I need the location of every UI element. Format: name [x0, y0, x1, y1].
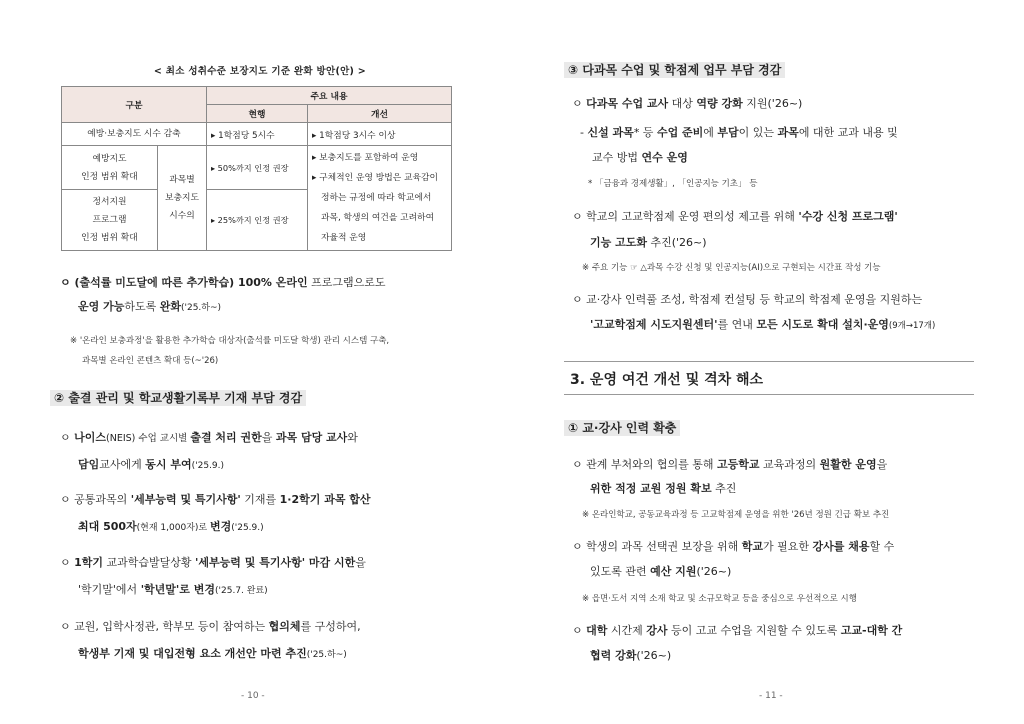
p2-i: 교사에게	[99, 458, 146, 471]
r-s-f: 부담	[717, 126, 739, 139]
p2-k: ('25.9.)	[191, 461, 225, 471]
bullet-council-cont	[78, 644, 347, 665]
section-heading-staffing	[564, 419, 680, 436]
page-number-left: - 10 -	[241, 691, 265, 701]
row3-label-line1: 정서지원	[92, 197, 127, 208]
row3-current: ▸ 25%까지 인정 권장	[206, 190, 307, 251]
row2-label-line1: 예방지도	[92, 153, 127, 164]
row3-label-line3: 인정 범위 확대	[81, 233, 138, 244]
page-number-right: - 11 -	[759, 691, 783, 701]
row1-improve: ▸ 1학점당 3시수 이상	[307, 123, 451, 146]
r-p5-e: 할 수	[869, 540, 895, 553]
bullet-neis-cont	[78, 455, 224, 476]
r-p3-a: ㅇ 교·강사 인력풀 조성, 학점제 컨설팅 등 학교의 학점제 운영을 지원하는	[572, 293, 923, 306]
p4-c: 교과학습발달상황	[103, 556, 196, 569]
r-p5-f: 있도록 관련	[590, 565, 651, 578]
bullet-support-center	[572, 290, 922, 309]
r-s-i: 에 대한 교과 내용 및	[798, 126, 898, 139]
section-heading-2	[50, 389, 306, 406]
bullet-neis	[60, 428, 358, 448]
p4-h: ('25.7. 완료)	[215, 586, 268, 596]
row3-label-line2: 프로그램	[92, 215, 127, 226]
section-heading-3	[564, 61, 785, 78]
row2-label	[62, 146, 158, 190]
r-p5-b: 학교	[741, 540, 764, 553]
r-p4-f: 위한 적정 교원 정원 확보	[590, 482, 712, 495]
bullet-teacher-capacity	[572, 94, 802, 113]
r-s-g: 이 있는	[738, 126, 778, 139]
row3-label	[62, 190, 158, 251]
th-category: 구분	[62, 87, 207, 123]
bullet-instructor-hire	[572, 537, 894, 556]
p3-a: ㅇ 공통과목의	[60, 493, 131, 506]
p3-h: ('25.9.)	[231, 523, 264, 533]
p2-f: 과목 담당 교사	[275, 431, 348, 444]
r-p5-g: 예산 지원	[650, 565, 697, 578]
r-p5-h: ('26~)	[696, 565, 732, 578]
p2-c: (NEIS) 수업 교시별	[106, 433, 191, 444]
bullet-university	[572, 621, 902, 640]
table-caption: < 최소 성취수준 보장지도 기준 완화 방안(안) >	[153, 66, 367, 77]
section-heading-staffing-text: ① 교·강사 인력 확충	[564, 420, 680, 436]
r-s-e: 에	[703, 126, 718, 139]
bullet-teacher-quota	[572, 455, 887, 474]
note-main-features: ※ 주요 기능 ☞ △과목 수강 신청 및 인공지능(AI)으로 구현되는 시간표 작성 기능	[582, 263, 881, 273]
p2-a: ㅇ	[60, 431, 75, 444]
bullet-enrollment-program	[572, 207, 898, 226]
p3-d: 1·2학기 과목 합산	[279, 493, 371, 506]
p3-b: '세부능력 및 특기사항'	[130, 493, 241, 506]
p2-e: 을	[261, 431, 276, 444]
sub-label-line1: 과목별	[169, 175, 195, 185]
sub-training	[580, 123, 898, 142]
p5-d: 학생부 기재 및 대입전형 요소 개선안 마련 추진	[78, 647, 307, 660]
row2-label-line2: 인정 범위 확대	[81, 171, 138, 182]
r-s-h: 과목	[777, 126, 799, 139]
section-rule-top	[564, 361, 974, 362]
section-title: 3. 운영 여건 개선 및 격차 해소	[570, 372, 764, 388]
r-s-c: * 등	[633, 126, 657, 139]
improve-line1: ▸ 보충지도를 포함하여 운영	[311, 153, 419, 163]
p2-d: 출결 처리 권한	[190, 431, 262, 444]
r-p6-c: 시간제	[607, 624, 647, 637]
p4-g: '학년말'로 변경	[140, 583, 216, 596]
r-p3-c: 를 연내	[717, 318, 757, 331]
improve-line3: 정하는 규정에 따라 학교에서	[320, 193, 432, 203]
bullet-instructor-hire-cont	[590, 562, 731, 581]
sub-label	[157, 146, 206, 251]
improve-cell	[307, 146, 451, 251]
r-p1-c: 대상	[668, 97, 697, 110]
section-heading-2-text: ② 출결 관리 및 학교생활기록부 기재 부담 경감	[50, 390, 306, 406]
r-p2-d: 추진('26~)	[646, 236, 707, 249]
p4-a: ㅇ	[60, 556, 75, 569]
r-p1-b: 다과목 수업 교사	[586, 97, 669, 110]
standards-table	[61, 86, 452, 251]
p4-f: '학기말'에서	[78, 583, 141, 596]
p4-d: '세부능력 및 특기사항' 마감 시한	[195, 556, 356, 569]
p5-e: ('25.하~)	[306, 650, 347, 660]
section-heading-3-text: ③ 다과목 수업 및 학점제 업무 부담 경감	[564, 62, 785, 78]
r-p6-f: 고교-대학 간	[840, 624, 903, 637]
p2-b: 나이스	[74, 431, 107, 444]
r-p5-a: ㅇ 학생의 과목 선택권 보장을 위해	[572, 540, 742, 553]
p1-c: 운영 가능	[78, 300, 125, 313]
r-s-k: 연수 운영	[641, 151, 688, 164]
bullet-enrollment-program-cont	[590, 233, 707, 252]
th-main: 주요 내용	[206, 87, 451, 105]
p5-c: 를 구성하여,	[300, 620, 361, 633]
th-current: 현행	[206, 105, 307, 123]
r-p4-b: 고등학교	[717, 458, 760, 471]
r-p6-a: ㅇ	[572, 624, 587, 637]
row1-current: ▸ 1학점당 5시수	[206, 123, 307, 146]
p2-h: 담임	[78, 458, 100, 471]
note-rural-schools: ※ 읍면·도서 지역 소재 학교 및 소규모학교 등을 중심으로 우선적으로 시행	[582, 594, 857, 604]
p3-e: 최대 500자	[78, 520, 137, 533]
r-p4-e: 을	[876, 458, 888, 471]
p4-e: 을	[355, 556, 366, 569]
p2-g: 와	[347, 431, 358, 444]
bullet-support-center-cont	[590, 315, 935, 336]
r-p2-a: ㅇ 학교의 고교학점제 운영 편의성 제고를 위해	[572, 210, 799, 223]
improve-line5: 자율적 운영	[320, 233, 367, 243]
bullet-seteuk-cont	[78, 517, 264, 538]
bullet-seteuk	[60, 490, 371, 509]
r-p4-g: 추진	[711, 482, 737, 495]
r-p6-b: 대학	[586, 624, 608, 637]
r-p1-a: ㅇ	[572, 97, 587, 110]
p1-a: ㅇ (출석률 미도달에 따른 추가학습) 100% 온라인	[60, 276, 308, 289]
r-p6-d: 강사	[646, 624, 668, 637]
note-online-2: 과목별 온라인 콘텐츠 확대 등(~'26)	[82, 356, 219, 366]
r-p4-d: 원활한 운영	[819, 458, 877, 471]
r-p3-b: '고교학점제 시도지원센터'	[590, 318, 718, 331]
p4-b: 1학기	[74, 556, 104, 569]
bullet-deadline-cont	[78, 580, 268, 601]
r-p6-e: 등이 고교 수업을 지원할 수 있도록	[667, 624, 841, 637]
sub-label-line3: 시수의	[169, 211, 195, 221]
bullet-online-learning	[60, 273, 386, 292]
note-emergency-quota: ※ 온라인학교, 공동교육과정 등 고교학점제 운영을 위한 '26년 정원 긴급 확보 추진	[582, 510, 890, 520]
r-p4-c: 교육과정의	[759, 458, 820, 471]
sub-training-cont	[592, 148, 688, 167]
p3-f: (현재 1,000자)로	[136, 523, 210, 533]
r-p1-e: 지원('26~)	[742, 97, 803, 110]
row2-current: ▸ 50%까지 인정 권장	[206, 146, 307, 190]
r-s-a: -	[580, 126, 588, 139]
r-p5-d: 강사를 채용	[812, 540, 870, 553]
r-p2-b: '수강 신청 프로그램'	[798, 210, 898, 223]
th-improve: 개선	[307, 105, 451, 123]
r-p2-c: 기능 고도화	[590, 236, 647, 249]
right-page	[512, 0, 1024, 724]
r-p5-c: 가 필요한	[763, 540, 813, 553]
row1-label: 예방·보충지도 시수 감축	[62, 123, 207, 146]
p1-f: ('25.하~)	[180, 303, 222, 313]
r-p3-e: (9개→17개)	[888, 321, 936, 331]
note-new-subjects: * 「금융과 경제생활」, 「인공지능 기초」 등	[588, 179, 758, 189]
p1-e: 완화	[159, 300, 181, 313]
r-s-j: 교수 방법	[592, 151, 642, 164]
section-rule-bottom	[564, 394, 974, 395]
note-online-1: ※ '온라인 보충과정'을 활용한 추가학습 대상자(출석률 미도달 학생) 관리 시스템 구축,	[70, 336, 390, 346]
r-s-d: 수업 준비	[656, 126, 704, 139]
p2-j: 동시 부여	[145, 458, 192, 471]
sub-label-line2: 보충지도	[164, 193, 199, 203]
bullet-online-learning-cont	[78, 297, 221, 318]
r-p3-d: 모든 시도로 확대 설치·운영	[756, 318, 889, 331]
r-p4-a: ㅇ 관계 부처와의 협의를 통해	[572, 458, 717, 471]
bullet-teacher-quota-cont	[590, 479, 736, 498]
bullet-council	[60, 617, 361, 636]
r-p1-d: 역량 강화	[696, 97, 743, 110]
bullet-deadline	[60, 553, 366, 572]
r-p6-h: ('26~)	[636, 649, 672, 662]
p5-a: ㅇ 교원, 입학사정관, 학부모 등이 참여하는	[60, 620, 269, 633]
improve-line4: 과목, 학생의 여건을 고려하여	[320, 213, 435, 223]
p3-g: 변경	[209, 520, 232, 533]
p1-b: 프로그램으로도	[307, 276, 386, 289]
r-s-b: 신설 과목	[587, 126, 634, 139]
p3-c: 기재를	[240, 493, 280, 506]
p5-b: 협의체	[268, 620, 301, 633]
bullet-university-cont	[590, 646, 671, 665]
r-p6-g: 협력 강화	[590, 649, 637, 662]
improve-line2: ▸ 구체적인 운영 방법은 교육감이	[311, 173, 439, 183]
p1-d: 하도록	[124, 300, 160, 313]
